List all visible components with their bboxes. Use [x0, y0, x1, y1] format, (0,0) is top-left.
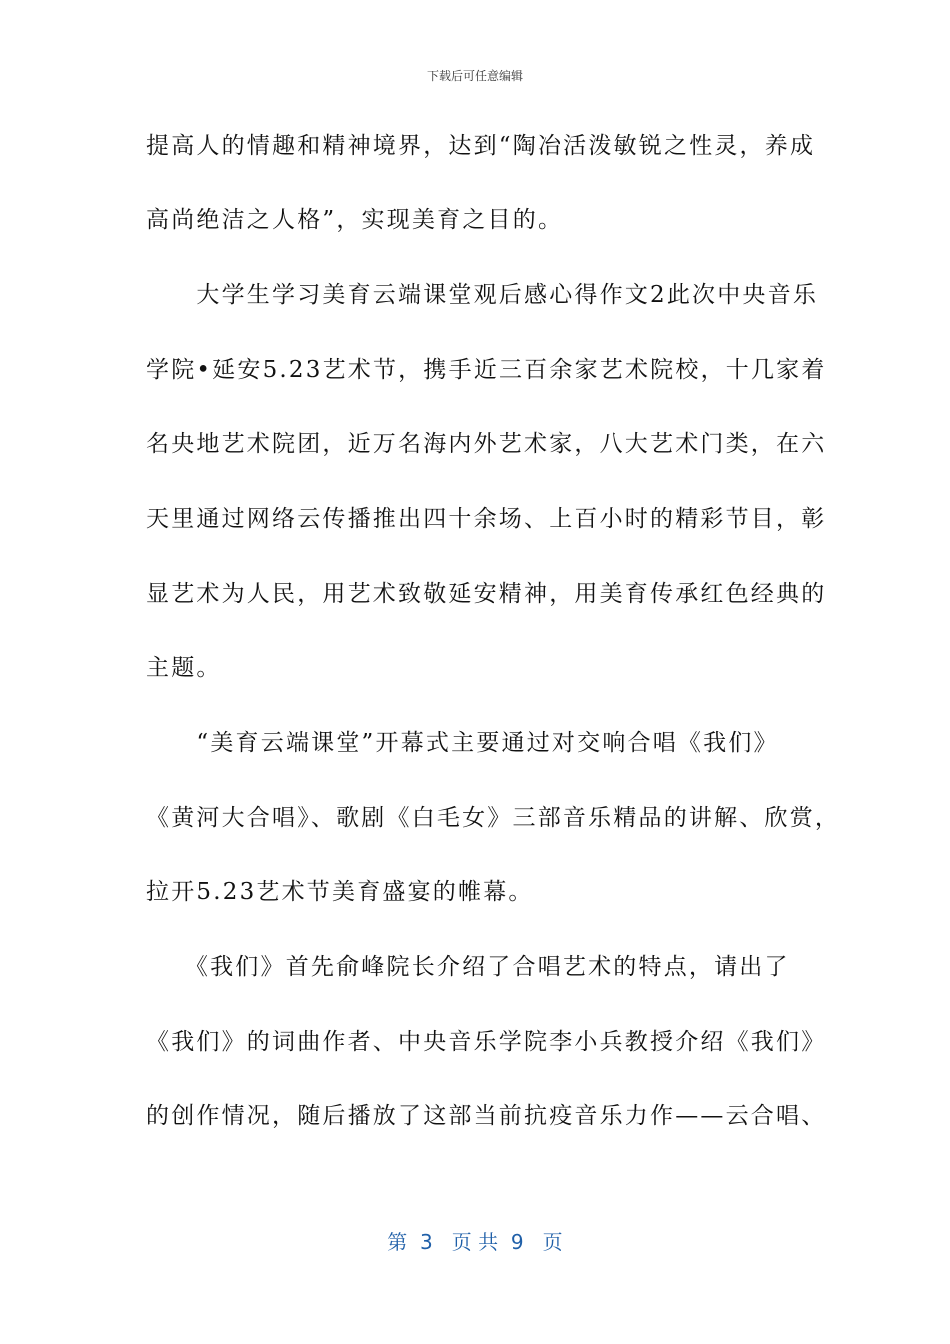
text-line: 《我们》的词曲作者、中央音乐学院李小兵教授介绍《我们》	[146, 1029, 827, 1055]
text-line: 提高人的情趣和精神境界，达到“陶冶活泼敏锐之性灵，养成	[146, 133, 816, 159]
page-number: 第 3 页 共 9 页	[387, 1230, 563, 1254]
text-line: 的创作情况，随后播放了这部当前抗疫音乐力作——云合唱、	[146, 1103, 827, 1129]
text-line: 《我们》首先俞峰院长介绍了合唱艺术的特点，请出了	[146, 954, 790, 980]
text-line: 《黄河大合唱》、歌剧《白毛女》三部音乐精品的讲解、欣赏，	[146, 805, 841, 831]
text-line: “美育云端课堂”开幕式主要通过对交响合唱《我们》	[146, 730, 779, 756]
text-line: 主题。	[146, 655, 222, 681]
text-line: 高尚绝洁之人格”，实现美育之目的。	[146, 207, 564, 233]
text-line: 天里通过网络云传播推出四十余场、上百小时的精彩节目，彰	[146, 506, 827, 532]
text-line: 显艺术为人民，用艺术致敬延安精神，用美育传承红色经典的	[146, 581, 827, 607]
text-line: 拉开5.23艺术节美育盛宴的帷幕。	[146, 879, 534, 905]
text-line: 名央地艺术院团，近万名海内外艺术家，八大艺术门类，在六	[146, 431, 827, 457]
text-line: 大学生学习美育云端课堂观后感心得作文2此次中央音乐	[146, 282, 819, 308]
text-line: 学院•延安5.23艺术节，携手近三百余家艺术院校，十几家着	[146, 357, 827, 383]
header-note: 下载后可任意编辑	[426, 69, 523, 83]
